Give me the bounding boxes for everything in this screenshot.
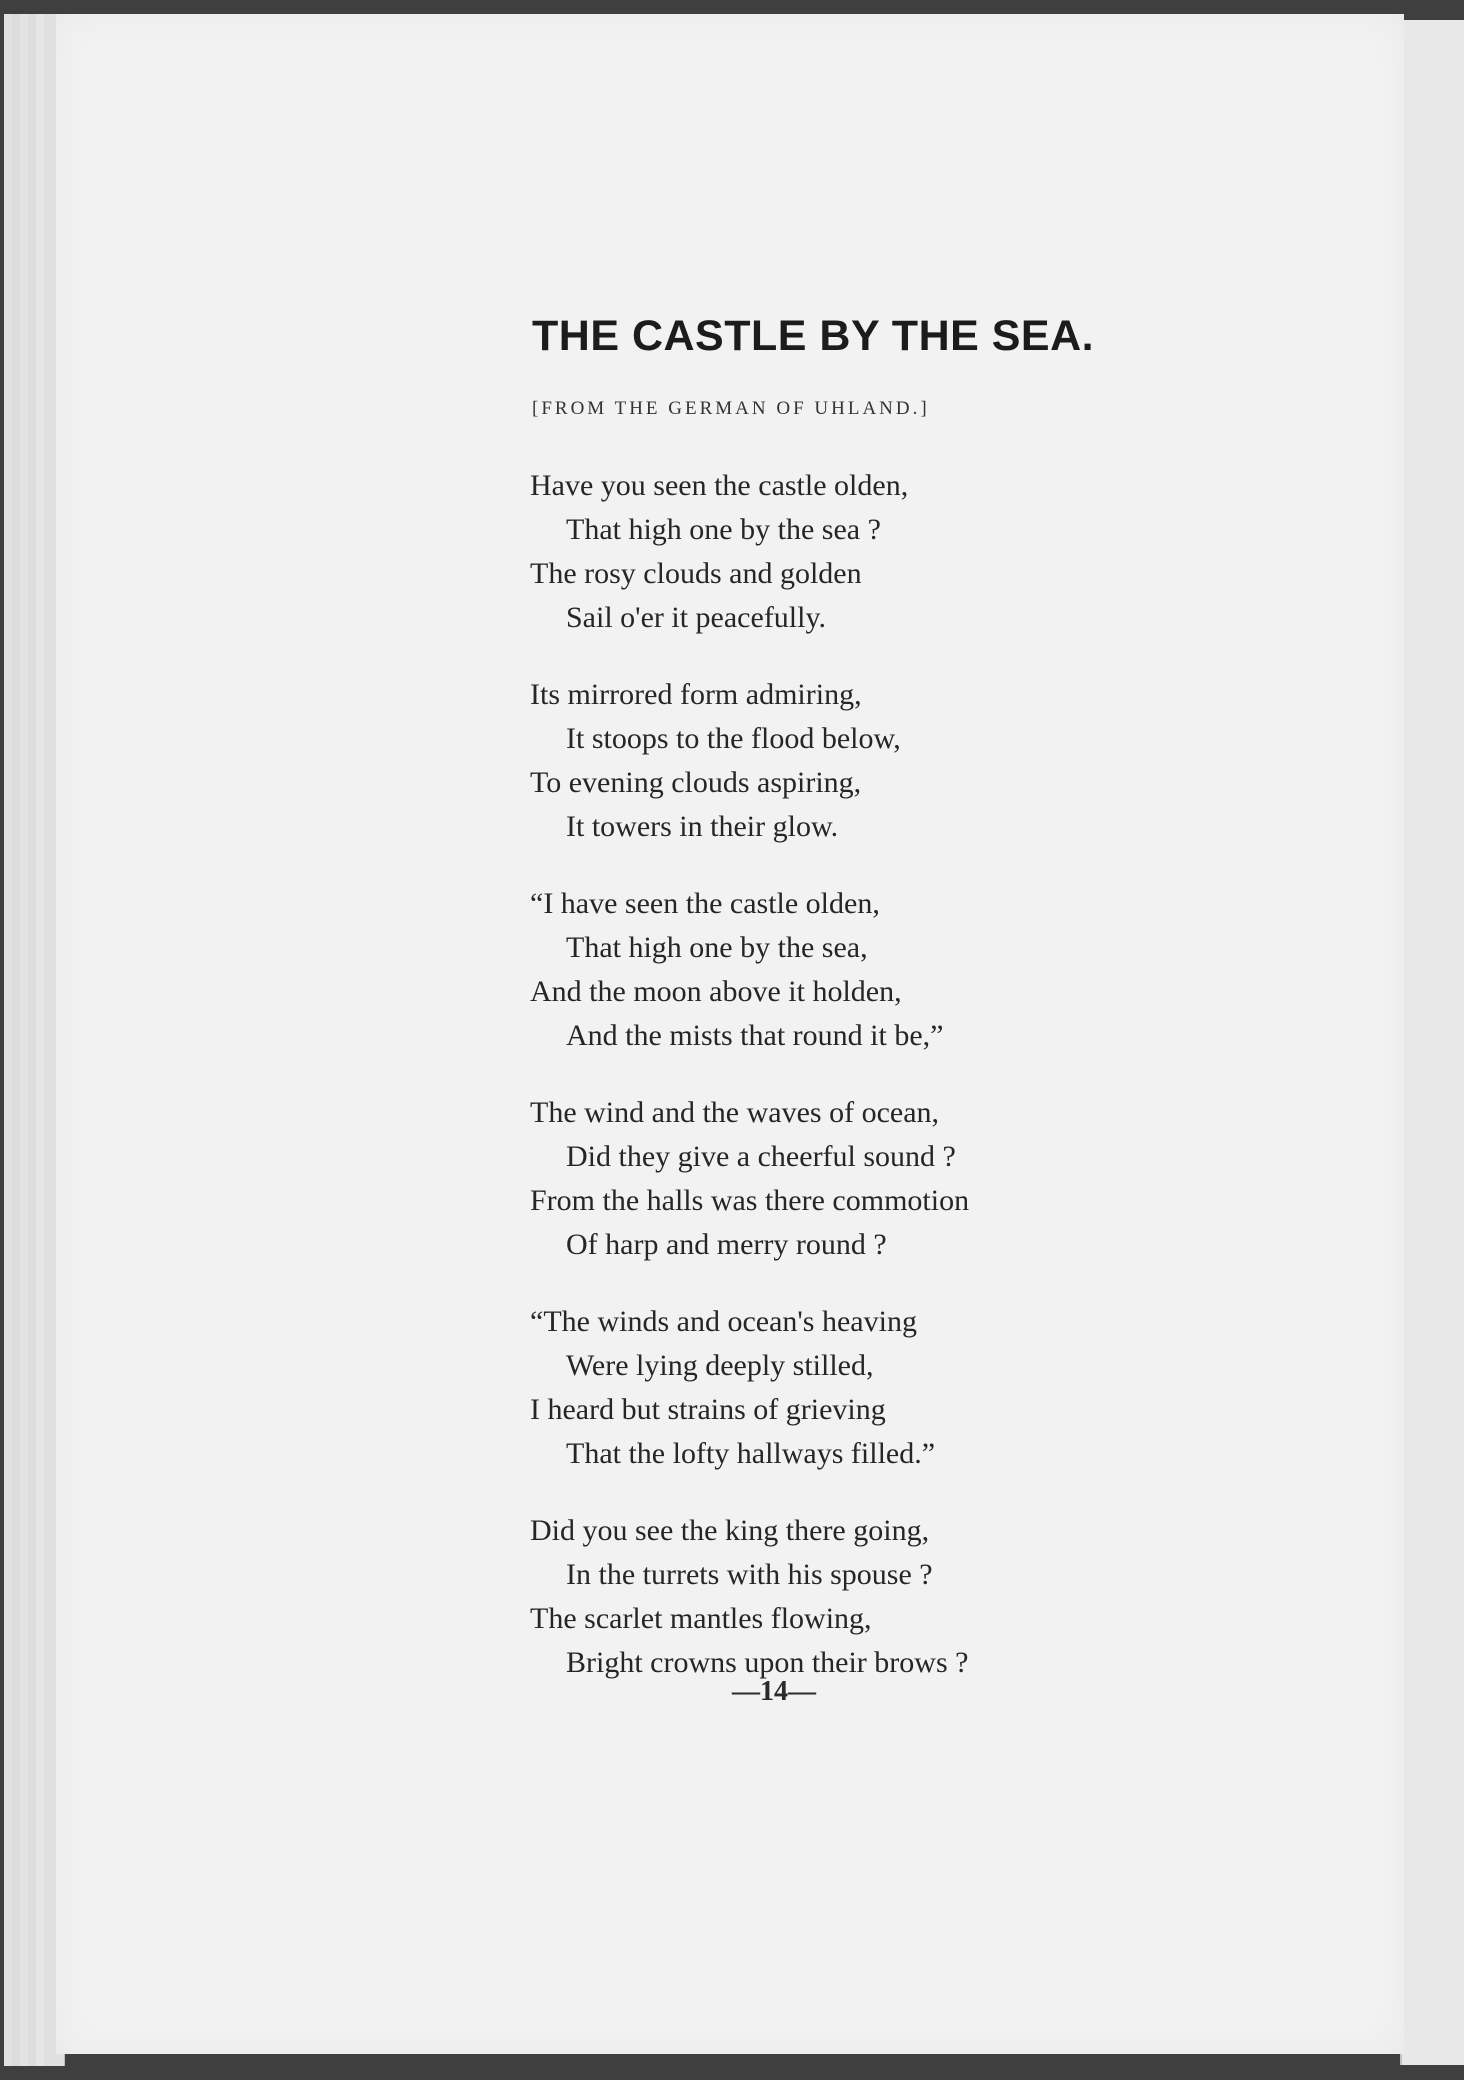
poem-line: In the turrets with his spouse ? bbox=[566, 1558, 933, 1591]
stanza bbox=[530, 673, 1230, 849]
poem-line: That high one by the sea, bbox=[566, 931, 868, 964]
poem-line: Its mirrored form admiring, bbox=[530, 678, 862, 711]
poem-line: Have you seen the castle olden, bbox=[530, 469, 909, 502]
poem-line: Bright crowns upon their brows ? bbox=[566, 1646, 969, 1679]
poem-line: I heard but strains of grieving bbox=[530, 1393, 886, 1426]
poem-line: And the mists that round it be,” bbox=[566, 1019, 944, 1052]
stanza bbox=[530, 464, 1230, 640]
poem-line: That high one by the sea ? bbox=[566, 513, 881, 546]
poem-line: The wind and the waves of ocean, bbox=[530, 1096, 940, 1129]
poem-line: Of harp and merry round ? bbox=[566, 1228, 887, 1261]
poem-line: Were lying deeply stilled, bbox=[566, 1349, 874, 1382]
stanza bbox=[530, 1091, 1230, 1267]
poem-line: From the halls was there commotion bbox=[530, 1184, 970, 1217]
poem-subtitle: [FROM THE GERMAN OF UHLAND.] bbox=[532, 398, 930, 419]
poem-body bbox=[530, 464, 1230, 1718]
stanza bbox=[530, 882, 1230, 1058]
poem-line: That the lofty hallways filled.” bbox=[566, 1437, 936, 1470]
poem-line: Sail o'er it peacefully. bbox=[566, 601, 827, 634]
poem-line: Did they give a cheerful sound ? bbox=[566, 1140, 956, 1173]
poem-line: It stoops to the flood below, bbox=[566, 722, 901, 755]
stanza bbox=[530, 1509, 1230, 1685]
poem-line: Did you see the king there going, bbox=[530, 1514, 930, 1547]
poem-line: The scarlet mantles flowing, bbox=[530, 1602, 872, 1635]
facing-page-edge bbox=[1400, 20, 1464, 2065]
poem-line: And the moon above it holden, bbox=[530, 975, 902, 1008]
book-page bbox=[56, 14, 1404, 2054]
stanza bbox=[530, 1300, 1230, 1476]
poem-line: “I have seen the castle olden, bbox=[530, 887, 880, 920]
poem-line: The rosy clouds and golden bbox=[530, 557, 862, 590]
poem-line: “The winds and ocean's heaving bbox=[530, 1305, 917, 1338]
page-number: —14— bbox=[732, 1676, 816, 1707]
poem-line: It towers in their glow. bbox=[566, 810, 839, 843]
poem-line: To evening clouds aspiring, bbox=[530, 766, 862, 799]
poem-title: THE CASTLE BY THE SEA. bbox=[532, 312, 1095, 360]
